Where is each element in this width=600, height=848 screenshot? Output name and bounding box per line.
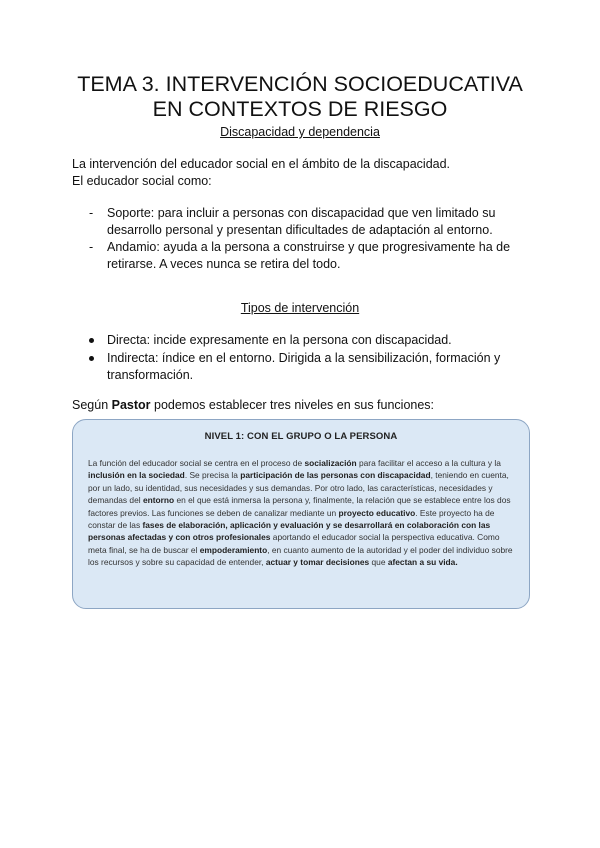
card-text-segment: . Se precisa la (184, 470, 241, 481)
list-item (72, 350, 542, 385)
card-text-segment: que (369, 557, 388, 568)
intervention-indirect-text: Indirecta: índice en el entorno. Dirigida a la sensibilización, formación y transformación. (107, 350, 501, 382)
card-text-bold-segment: entorno (142, 495, 175, 506)
levels-intro-suffix: podemos establecer tres niveles en sus funciones: (150, 398, 435, 412)
card-text-bold-segment: socialización (304, 458, 357, 468)
role-support-text: Soporte: para incluir a personas con discapacidad que ven limitado su desarrollo personal y presentan dificultades de adaptación al entorno. (107, 206, 496, 237)
page-subtitle: Discapacidad y dependencia (220, 125, 380, 139)
levels-intro (72, 397, 542, 414)
page-title: TEMA 3. INTERVENCIÓN SOCIOEDUCATIVA EN CONTEXTOS DE RIESGO (77, 72, 523, 121)
intervention-types-list (72, 332, 542, 385)
list-item (72, 239, 542, 273)
list-item (72, 332, 542, 350)
card-text-bold-segment: actuar y tomar decisiones (265, 557, 370, 568)
card-text-segment: aportando el educador social la perspectiva educativa. Como meta final, se ha de buscar el (88, 532, 500, 555)
card-text-segment: . Este proyecto ha de constar de las (88, 507, 495, 531)
intro-line-2: El educador social como: (72, 174, 212, 188)
level-1-card-title: NIVEL 1: CON EL GRUPO O LA PERSONA (204, 431, 398, 442)
card-text-bold-segment: participación de las personas con discapacidad (240, 470, 431, 481)
role-scaffold-text: Andamio: ayuda a la persona a construirse y que progresivamente ha de retirarse. A veces nunca se retira del todo. (107, 240, 511, 271)
card-text-bold-segment: fases de elaboración, aplicación y evaluación y se desarrollará en colaboración con las personas afectadas y con otros profesionales (88, 520, 491, 543)
intro-line-1: La intervención del educador social en el ámbito de la discapacidad. (72, 157, 451, 171)
card-text-segment: , en cuanto aumento de la autoridad y el poder del individuo sobre los recursos y sobre su capacidad de entender, (88, 544, 513, 568)
card-text-segment: en el que está inmersa la persona y, finalmente, la relación que se establece entre los dos factores previos. Las funciones se deben de canalizar mediante un (88, 495, 511, 518)
dash-marker: - (89, 206, 94, 220)
level-1-card-body (88, 457, 518, 569)
card-text-bold-segment: inclusión en la sociedad (88, 470, 185, 481)
bullet-icon (89, 356, 94, 361)
card-text-segment: , teniendo en cuenta, por un lado, su identidad, sus necesidades y sus demandas. Por otro lado, las características, necesidades y demandas del (88, 470, 509, 506)
list-item (72, 205, 542, 239)
section-title-intervention-types: Tipos de intervención (240, 301, 360, 315)
card-text-bold-segment: empoderamiento (199, 544, 268, 555)
levels-intro-prefix: Según (72, 398, 112, 412)
card-text-segment: La función del educador social se centra en el proceso de (88, 458, 305, 468)
level-1-card (72, 419, 530, 609)
card-text-bold-segment: proyecto educativo (338, 507, 416, 518)
intervention-direct-text: Directa: incide expresamente en la persona con discapacidad. (107, 333, 452, 347)
dash-marker: - (89, 240, 94, 254)
card-text-bold-segment: afectan a su vida. (387, 557, 458, 568)
roles-list (72, 205, 542, 273)
bullet-icon (89, 338, 94, 343)
card-text-segment: para facilitar el acceso a la cultura y la (356, 458, 501, 468)
levels-intro-author: Pastor (111, 398, 151, 412)
